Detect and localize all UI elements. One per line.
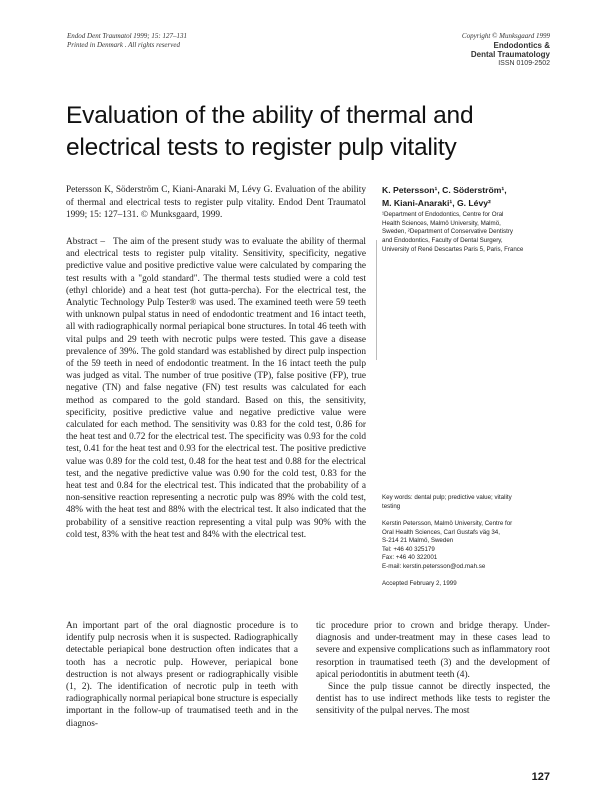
affiliation-line: Health Sciences, Malmö University, Malmö, <box>382 219 501 227</box>
body-paragraph: An important part of the oral diagnostic procedure is to identify pulp necrosis when it is suspected. Radiographically detectable periapical bone destruction often indicates that a tooth has a necrotic pulp. However, periapical bone destruction is not always present or radiographically visible (1, 2). The identification of necrotic pulp in teeth with radiographically normal periapical bone structure is especially important in the follow-up of traumatised teeth and in the diagnos- <box>66 621 298 729</box>
body-column-right <box>316 620 550 718</box>
article-citation: Petersson K, Söderström C, Kiani-Anaraki M, Lévy G. Evaluation of the ability of thermal and electrical tests to register pulp vitality. Endod Dent Traumatol 1999; 15: 127–131. © Munksgaard, 1999. <box>66 185 366 220</box>
abstract-text: The aim of the present study was to evaluate the ability of thermal and electrical tests to register pulp vitality. Sensitivity, specificity, negative predictive value and positive predictive value were calculated by comparing the test results with a "gold standard". The thermal tests studied were a cold test (ethyl chloride) and a heat test (hot gutta-percha). For the electrical test, the Analytic Technology Pulp Tester® was used. The examined teeth were 59 teeth with unknown pulpal status in need of endodontic treatment and 16 intact teeth, all with radiographically normal periapical bone structures. In total 46 teeth with vital pulps and 29 teeth with necrotic pulps were tested. This gave a disease prevalence of 39%. The gold standard was established by direct pulp inspection of the 59 teeth in need of endodontic treatment. In the 16 intact teeth the pulp was judged as vital. The number of true positive (TP), false positive (FP), true negative (TN) and false negative (FN) test results was calculated for each method as compared to the gold standard. Based on this, the sensitivity, specificity, positive predictive value and negative predictive value were calculated for each method. The sensitivity was 0.83 for the cold test, 0.86 for the heat test and 0.72 for the electrical test. The specificity was 0.93 for the cold test, 0.41 for the heat test and 0.93 for the electrical test. The positive predictive value was 0.89 for the cold test, 0.48 for the heat test and 0.88 for the electrical test, and the negative predictive value was 0.90 for the cold test, 0.83 for the heat test and 0.84 for the electrical test. This indicated that the probability of a non-sensitive reaction representing a necrotic pulp was 89% with the cold test, 48% with the heat test and 88% with the electrical test. It also indicated that the probability of a sensitive reaction representing a vital pulp was 90% with the cold test, 83% with the heat test and 84% with the electrical test. <box>66 237 366 540</box>
body-paragraph: Since the pulp tissue cannot be directly inspected, the dentist has to use indirect methods like tests to register the sensitivity of the pulpal nerves. The most <box>316 682 550 717</box>
journal-name-line2: Dental Traumatology <box>470 50 550 59</box>
correspondence-email: E-mail: kerstin.petersson@od.mah.se <box>382 562 486 570</box>
body-paragraph: tic procedure prior to crown and bridge therapy. Under-diagnosis and under-treatment may in these cases lead to severe and expensive complications such as inflammatory root resorption in traumatised teeth (3) and the development of apical periodontitis in abutment teeth (4). <box>316 621 550 680</box>
journal-header-left <box>67 32 187 50</box>
rights-notice: Printed in Denmark . All rights reserved <box>67 41 180 49</box>
affiliation-line: University of René Descartes Paris 5, Paris, France <box>382 245 524 253</box>
article-title: Evaluation of the ability of thermal and electrical tests to register pulp vitality <box>66 102 474 161</box>
abstract-label: Abstract – <box>66 237 106 247</box>
authors-line-2: M. Kiani-Anaraki¹, G. Lévy² <box>382 197 491 208</box>
affiliation-line: Sweden, ²Department of Conservative Dentistry <box>382 228 514 236</box>
page-number: 127 <box>531 771 550 783</box>
abstract <box>66 236 366 541</box>
copyright-notice: Copyright © Munksgaard 1999 <box>461 32 550 40</box>
correspondence-tel: Tel: +46 40 325179 <box>382 545 435 553</box>
body-column-left <box>66 620 298 730</box>
correspondence-line: Oral Health Sciences, Carl Gustafs väg 34, <box>382 528 500 536</box>
journal-name-line1: Endodontics & <box>493 41 550 50</box>
keywords-line: testing <box>382 502 401 510</box>
correspondence-line: S-214 21 Malmö, Sweden <box>382 537 454 545</box>
affiliation-line: ¹Department of Endodontics, Centre for Oral <box>382 211 504 218</box>
keywords <box>382 494 554 511</box>
correspondence-fax: Fax: +46 40 322001 <box>382 554 438 562</box>
authors-line-1: K. Petersson¹, C. Söderström¹, <box>382 185 507 195</box>
correspondence-name: Kerstin Petersson, Malmö University, Centre for <box>382 520 513 527</box>
accepted-date: Accepted February 2, 1999 <box>382 580 457 587</box>
affiliation-line: and Endodontics, Faculty of Dental Surgery, <box>382 237 503 245</box>
correspondence <box>382 520 554 572</box>
author-list <box>382 184 552 209</box>
issn: ISSN 0109-2502 <box>498 60 550 67</box>
keywords-line: Key words: dental pulp; predictive value; vitality <box>382 494 512 501</box>
journal-header-right <box>440 32 550 68</box>
journal-citation: Endod Dent Traumatol 1999; 15: 127–131 <box>67 32 187 40</box>
column-divider <box>376 240 377 360</box>
affiliations <box>382 211 554 255</box>
